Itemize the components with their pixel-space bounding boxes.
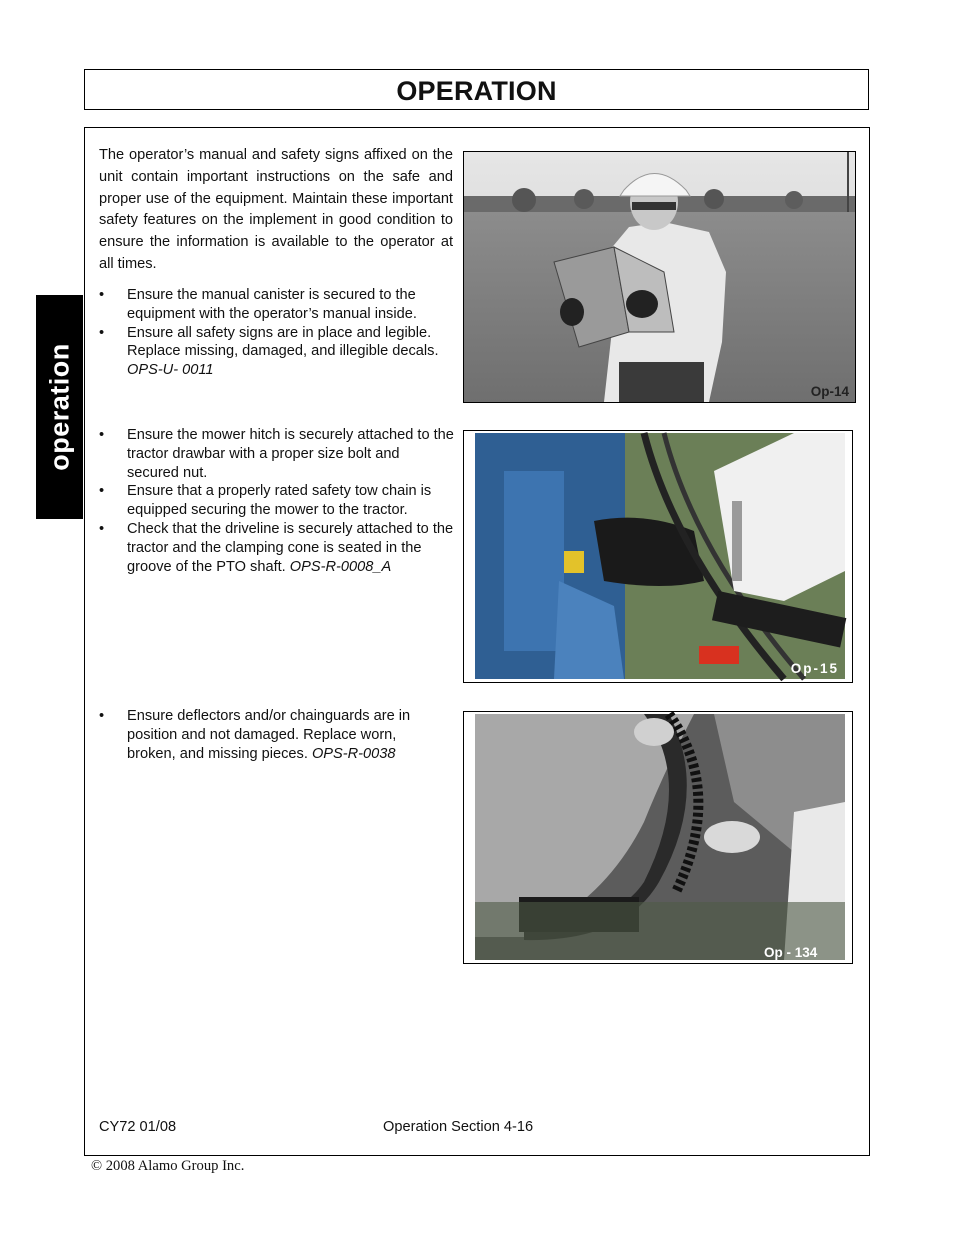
bullet-glyph: • bbox=[99, 287, 105, 303]
photo-label: Op-15 bbox=[790, 661, 839, 676]
chainguards-image bbox=[464, 712, 852, 963]
bullet-text: Ensure deflectors and/or chainguards are in position and not damaged. Replace worn, broken, and missing pieces. bbox=[127, 708, 411, 762]
section-side-tab bbox=[36, 295, 83, 519]
reference-code: OPS-U- 0011 bbox=[127, 362, 214, 379]
photo-label: Op-14 bbox=[810, 384, 849, 399]
page-title: OPERATION bbox=[396, 76, 557, 106]
photo-operator-reading-manual bbox=[463, 151, 856, 403]
photo-hitch-driveline bbox=[463, 430, 853, 683]
bullet-glyph: • bbox=[99, 427, 105, 443]
list-item bbox=[99, 520, 455, 576]
list-item bbox=[99, 707, 439, 763]
intro-paragraph: The operator’s manual and safety signs affixed on the unit contain important instructions on the safe and proper use of the equipment. Maintain these important safety features on the implement in good condition to ensure the information is available to the operator at all times. bbox=[99, 147, 453, 272]
copyright: © 2008 Alamo Group Inc. bbox=[91, 1158, 245, 1174]
reference-code: OPS-R-0038 bbox=[311, 745, 396, 762]
list-item bbox=[99, 426, 455, 482]
photo-label: Op - 134 bbox=[764, 945, 818, 960]
bullet-text: Ensure all safety signs are in place and legible. Replace missing, damaged, and illegible decals. bbox=[127, 324, 439, 360]
hitch-driveline-image bbox=[464, 431, 852, 682]
side-tab-label: operation bbox=[44, 343, 74, 471]
photo-chainguards bbox=[463, 711, 853, 964]
bullet-glyph: • bbox=[99, 324, 105, 341]
bullet-text: Ensure the manual canister is secured to the equipment with the operator’s manual inside. bbox=[127, 287, 417, 322]
list-item bbox=[99, 482, 455, 520]
bullet-text: Ensure the mower hitch is securely attached to the tractor drawbar with a proper size bolt and secured nut. bbox=[127, 427, 454, 481]
bullet-list-deflectors bbox=[99, 707, 439, 763]
bullet-glyph: • bbox=[99, 483, 105, 500]
doc-code: CY72 01/08 bbox=[99, 1119, 177, 1135]
list-item bbox=[99, 286, 451, 324]
reference-code: OPS-R-0008_A bbox=[289, 558, 392, 575]
bullet-list-hitch-driveline bbox=[99, 426, 455, 576]
bullet-text: Ensure that a properly rated safety tow chain is equipped securing the mower to the tractor. bbox=[127, 483, 432, 519]
operator-reading-manual-image bbox=[464, 152, 855, 402]
bullet-glyph: • bbox=[99, 708, 105, 724]
page-number: Operation Section 4-16 bbox=[383, 1119, 534, 1135]
bullet-text: Check that the driveline is securely attached to the tractor and the clamping cone is seated in the groove of the PTO shaft. bbox=[127, 520, 454, 575]
bullet-glyph: • bbox=[99, 520, 105, 537]
header-box bbox=[84, 69, 869, 110]
bullet-list-manual-signs bbox=[99, 286, 451, 380]
list-item bbox=[99, 324, 451, 380]
